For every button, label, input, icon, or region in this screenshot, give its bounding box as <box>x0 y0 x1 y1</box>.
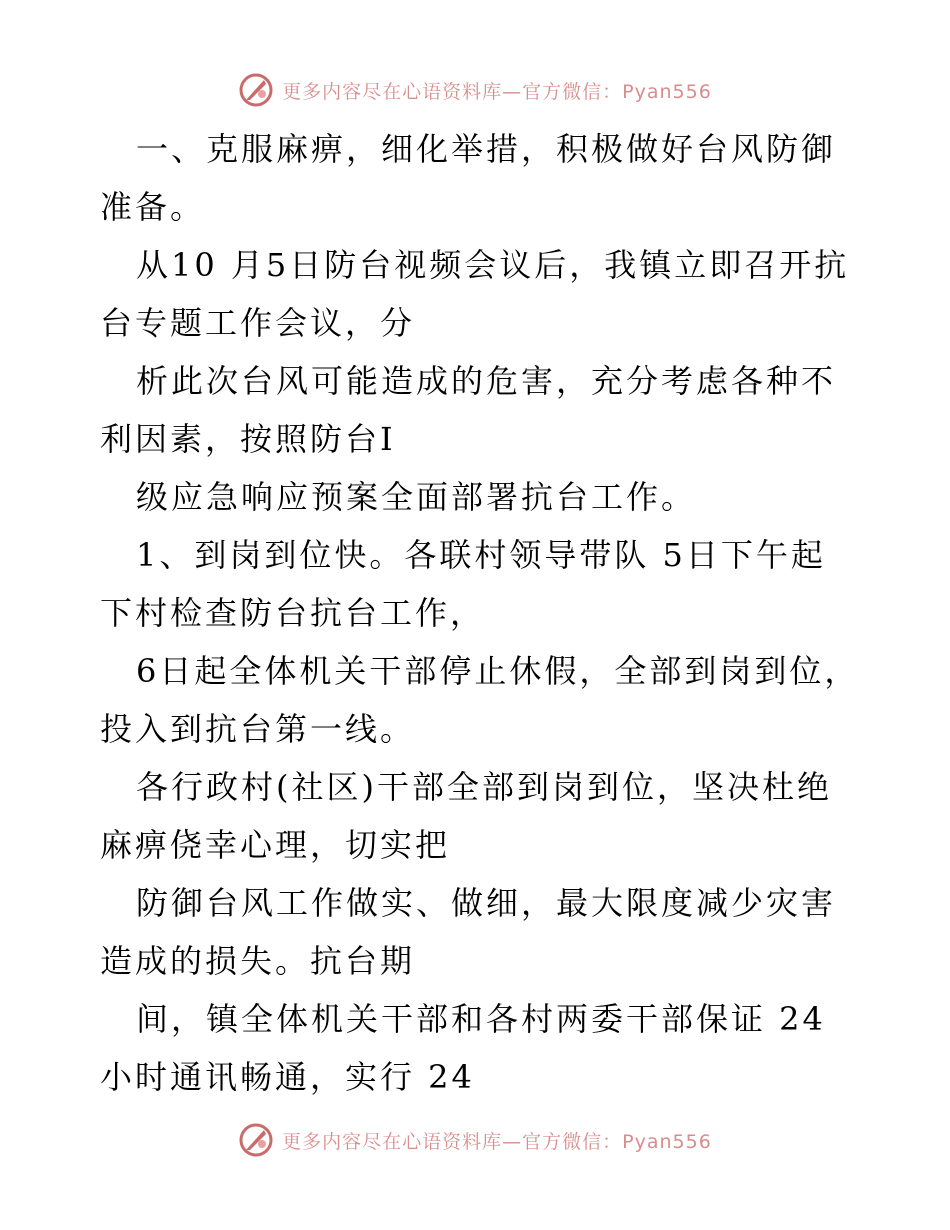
paragraph: 从10 月5日防台视频会议后，我镇立即召开抗台专题工作会议，分 <box>100 246 850 342</box>
watermark-text: 更多内容尽在心语资料库—官方微信：Pyan556 <box>282 80 712 103</box>
header-watermark <box>0 70 950 110</box>
watermark-text: 更多内容尽在心语资料库—官方微信：Pyan556 <box>282 1130 712 1153</box>
paragraph: 6日起全体机关干部停止休假，全部到岗到位，投入到抗台第一线。 <box>100 652 860 748</box>
paragraph: 各行政村(社区)干部全部到岗到位，坚决杜绝麻痹侥幸心理，切实把 <box>100 768 832 864</box>
feather-logo-icon <box>238 1122 274 1158</box>
paragraph: 间，镇全体机关干部和各村两委干部保证 24 小时通讯畅通，实行 24 <box>100 1000 826 1096</box>
paragraph: 一、克服麻痹，细化举措，积极做好台风防御准备。 <box>100 130 837 226</box>
footer-watermark <box>0 1120 950 1160</box>
paragraph: 析此次台风可能造成的危害，充分考虑各种不利因素，按照防台Ⅰ <box>100 362 837 458</box>
document-body <box>100 120 860 1106</box>
paragraph: 1、到岗到位快。各联村领导带队 5日下午起下村检查防台抗台工作， <box>100 536 826 632</box>
paragraph: 防御台风工作做实、做细，最大限度减少灾害造成的损失。抗台期 <box>100 884 837 980</box>
paragraph: 级应急响应预案全面部署抗台工作。 <box>136 478 697 516</box>
feather-logo-icon <box>238 72 274 108</box>
